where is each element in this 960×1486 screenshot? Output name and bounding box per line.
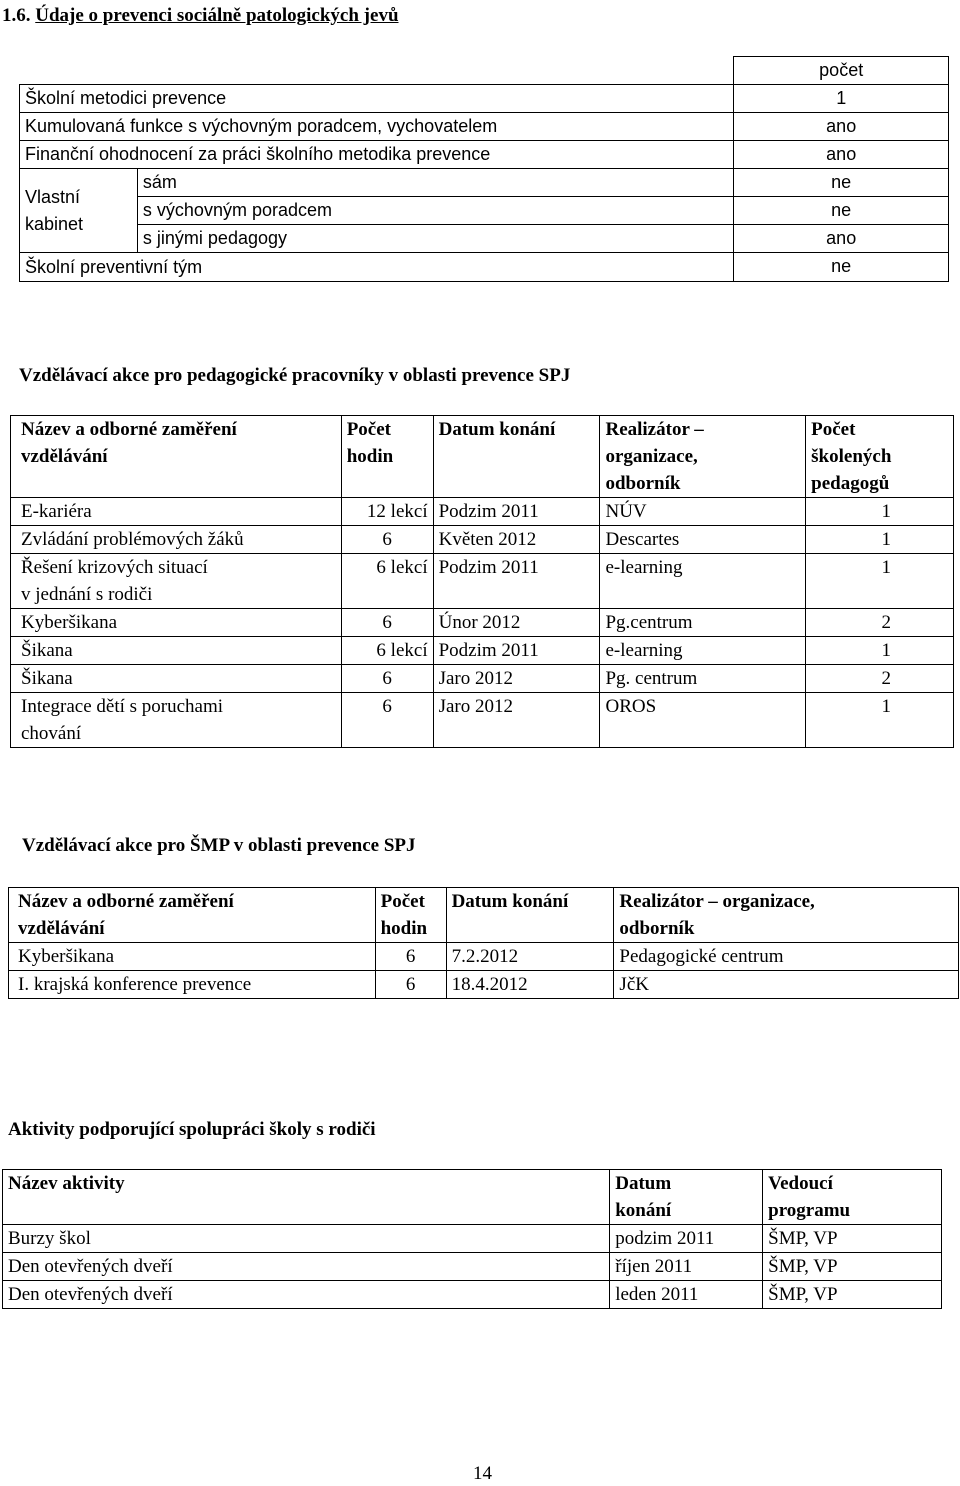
- cell-count: 1: [806, 498, 954, 526]
- cell-hours: 6 lekcí: [341, 637, 433, 665]
- prevention-summary-table: [19, 56, 949, 282]
- cell-date: 18.4.2012: [446, 971, 614, 999]
- col-header-name: Název a odborné zaměření vzdělávání: [11, 416, 342, 498]
- col-header-name: Název aktivity: [3, 1170, 610, 1225]
- row-value: ano: [734, 113, 949, 141]
- cell-name: Integrace dětí s poruchami chování: [11, 693, 342, 748]
- section-heading: [2, 2, 399, 30]
- table-row: [9, 943, 959, 971]
- row-label: Finanční ohodnocení za práci školního metodika prevence: [20, 141, 734, 169]
- cell-date: podzim 2011: [610, 1225, 763, 1253]
- table-row: [11, 693, 954, 748]
- cell-date: Podzim 2011: [433, 498, 600, 526]
- parents-activities-heading: Aktivity podporující spolupráci školy s rodiči: [8, 1119, 376, 1140]
- cell-count: 1: [806, 637, 954, 665]
- table-row: [11, 526, 954, 554]
- cell-organizer: Descartes: [600, 526, 806, 554]
- row-value: ne: [734, 197, 949, 225]
- cell-organizer: Pedagogické centrum: [614, 943, 959, 971]
- row-label: Kumulovaná funkce s výchovným poradcem, vychovatelem: [20, 113, 734, 141]
- cell-name: Kyberšikana: [11, 609, 342, 637]
- row-label: sám: [137, 169, 733, 197]
- cell-date: Podzim 2011: [433, 637, 600, 665]
- cell-name: Den otevřených dveří: [3, 1253, 610, 1281]
- row-label: Školní metodici prevence: [20, 85, 734, 113]
- smp-training-heading: Vzdělávací akce pro ŠMP v oblasti prevence SPJ: [22, 835, 416, 856]
- cell-leader: ŠMP, VP: [763, 1225, 942, 1253]
- col-header-name: Název a odborné zaměření vzdělávání: [9, 888, 376, 943]
- cell-name: Řešení krizových situací v jednání s rodiči: [11, 554, 342, 609]
- table-row: [3, 1253, 942, 1281]
- teacher-training-heading: Vzdělávací akce pro pedagogické pracovníky v oblasti prevence SPJ: [19, 365, 571, 386]
- table-row: [9, 971, 959, 999]
- count-header: počet: [734, 57, 949, 85]
- cell-name: Burzy škol: [3, 1225, 610, 1253]
- row-value: ano: [734, 141, 949, 169]
- row-value: 1: [734, 85, 949, 113]
- row-label: s výchovným poradcem: [137, 197, 733, 225]
- cell-organizer: NÚV: [600, 498, 806, 526]
- cell-date: Únor 2012: [433, 609, 600, 637]
- col-header-date: Datum konání: [433, 416, 600, 498]
- table-header-row: [11, 416, 954, 498]
- table-row: [20, 141, 949, 169]
- smp-training-table: [8, 887, 959, 999]
- col-header-organizer: Realizátor – organizace, odborník: [600, 416, 806, 498]
- teacher-training-table: [10, 415, 954, 748]
- cell-organizer: e-learning: [600, 554, 806, 609]
- parents-activities-table: [2, 1169, 942, 1309]
- col-header-hours: Počet hodin: [341, 416, 433, 498]
- row-value: ne: [734, 253, 949, 282]
- col-header-date: Datum konání: [446, 888, 614, 943]
- cell-count: 1: [806, 554, 954, 609]
- table-row: [11, 637, 954, 665]
- table-row: [20, 85, 949, 113]
- cell-date: leden 2011: [610, 1281, 763, 1309]
- table-row: [3, 1225, 942, 1253]
- cell-hours: 6: [341, 526, 433, 554]
- cell-hours: 6: [375, 943, 446, 971]
- cell-leader: ŠMP, VP: [763, 1253, 942, 1281]
- cell-name: Šikana: [11, 665, 342, 693]
- cell-date: Jaro 2012: [433, 693, 600, 748]
- table-header-row: [3, 1170, 942, 1225]
- cell-organizer: OROS: [600, 693, 806, 748]
- table-row: [11, 665, 954, 693]
- table-row: [20, 197, 949, 225]
- row-label: s jinými pedagogy: [137, 225, 733, 253]
- table-row: [11, 498, 954, 526]
- cell-date: 7.2.2012: [446, 943, 614, 971]
- table-row: [20, 253, 949, 282]
- col-header-date: Datum konání: [610, 1170, 763, 1225]
- table-row: [11, 609, 954, 637]
- table-row: [20, 169, 949, 197]
- cell-name: Šikana: [11, 637, 342, 665]
- cell-organizer: Pg. centrum: [600, 665, 806, 693]
- cell-hours: 6: [375, 971, 446, 999]
- cell-count: 1: [806, 693, 954, 748]
- cell-date: Jaro 2012: [433, 665, 600, 693]
- cell-date: Květen 2012: [433, 526, 600, 554]
- cell-date: Podzim 2011: [433, 554, 600, 609]
- cell-hours: 6: [341, 693, 433, 748]
- table-header-row: [9, 888, 959, 943]
- col-header-organizer: Realizátor – organizace, odborník: [614, 888, 959, 943]
- cell-hours: 6: [341, 609, 433, 637]
- cell-hours: 6: [341, 665, 433, 693]
- cell-organizer: JčK: [614, 971, 959, 999]
- table-row: [20, 225, 949, 253]
- cell-count: 2: [806, 665, 954, 693]
- table-row: [11, 554, 954, 609]
- table-row: [20, 57, 949, 85]
- cell-count: 2: [806, 609, 954, 637]
- cell-organizer: e-learning: [600, 637, 806, 665]
- section-title: Údaje o prevenci sociálně patologických jevů: [35, 5, 399, 26]
- cell-name: Zvládání problémových žáků: [11, 526, 342, 554]
- table-row: [3, 1281, 942, 1309]
- col-header-leader: Vedoucí programu: [763, 1170, 942, 1225]
- cell-name: E-kariéra: [11, 498, 342, 526]
- cell-name: I. krajská konference prevence: [9, 971, 376, 999]
- cabinet-label: Vlastní kabinet: [20, 169, 138, 253]
- table-row: [20, 113, 949, 141]
- cell-organizer: Pg.centrum: [600, 609, 806, 637]
- cell-date: říjen 2011: [610, 1253, 763, 1281]
- col-header-hours: Počet hodin: [375, 888, 446, 943]
- row-label: Školní preventivní tým: [20, 253, 734, 282]
- cell-hours: 12 lekcí: [341, 498, 433, 526]
- section-number: 1.6.: [2, 5, 31, 26]
- cell-leader: ŠMP, VP: [763, 1281, 942, 1309]
- cell-name: Kyberšikana: [9, 943, 376, 971]
- row-value: ne: [734, 169, 949, 197]
- cell-hours: 6 lekcí: [341, 554, 433, 609]
- cell-count: 1: [806, 526, 954, 554]
- page-number: 14: [473, 1463, 492, 1484]
- col-header-count: Počet školených pedagogů: [806, 416, 954, 498]
- row-value: ano: [734, 225, 949, 253]
- cell-name: Den otevřených dveří: [3, 1281, 610, 1309]
